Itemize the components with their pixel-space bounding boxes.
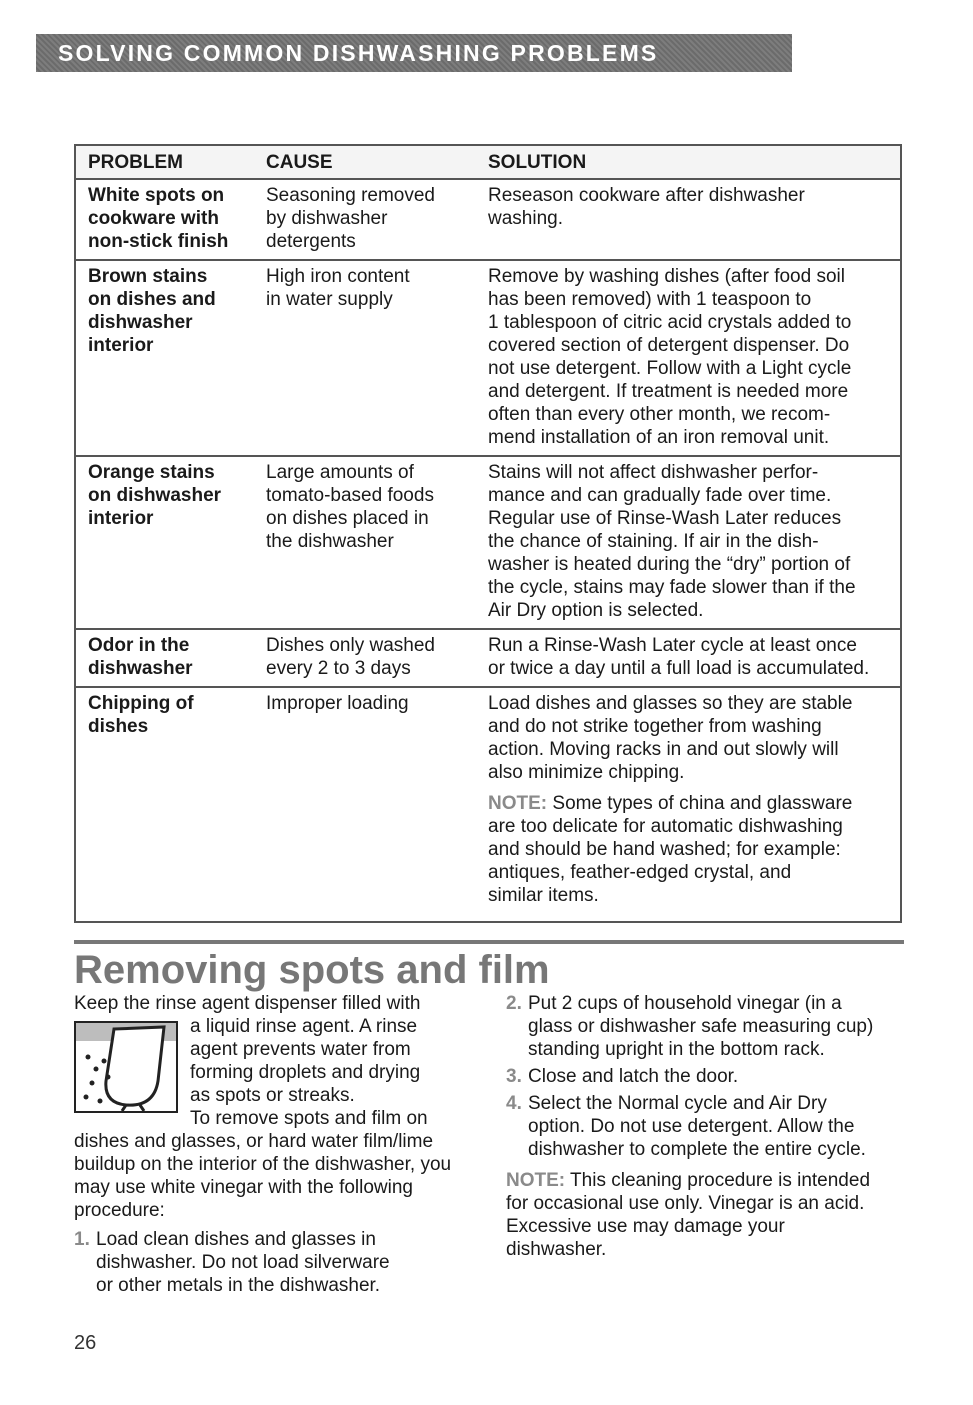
cause-cell: Dishes only washed every 2 to 3 days [266, 635, 435, 679]
intro-first-line: Keep the rinse agent dispenser filled with [74, 993, 421, 1014]
solution-cell: Reseason cookware after dishwasher washing. [488, 185, 805, 229]
solution-cell: Run a Rinse-Wash Later cycle at least once or twice a day until a full load is accumulated. [488, 635, 870, 679]
problem-cell: Chipping of dishes [88, 693, 194, 737]
list-item: 3. Close and latch the door. [506, 1066, 739, 1087]
table-row [75, 456, 901, 629]
header-solution: SOLUTION [488, 145, 901, 179]
list-item: 2. Put 2 cups of household vinegar (in a glass or dishwasher safe measuring cup) standing upright in the bottom rack. [506, 993, 874, 1060]
note-label: NOTE: [506, 1170, 566, 1191]
vinegar-note: NOTE: This cleaning procedure is intended for occasional use only. Vinegar is an acid. Excessive use may damage your dishwasher. [506, 1170, 871, 1260]
cause-cell: Seasoning removed by dishwasher detergents [266, 185, 435, 252]
problem-cell: Brown stains on dishes and dishwasher interior [88, 266, 216, 356]
page-number: 26 [74, 1332, 97, 1354]
banner-title: SOLVING COMMON DISHWASHING PROBLEMS [58, 40, 659, 66]
troubleshooting-table [74, 144, 902, 923]
table-row [75, 687, 901, 922]
problem-cell: Odor in the dishwasher [88, 635, 193, 679]
section-banner [36, 34, 792, 72]
problem-cell: Orange stains on dishwasher interior [88, 462, 222, 529]
table-row [75, 629, 901, 687]
table-row [75, 179, 901, 260]
table-row [75, 260, 901, 456]
list-item: 1. Load clean dishes and glasses in dishwasher. Do not load silverware or other metals in the dishwasher. [74, 1229, 390, 1296]
intro-continued: dishes and glasses, or hard water film/lime buildup on the interior of the dishwasher, you may use white vinegar with the following procedure: [74, 1131, 452, 1221]
solution-cell: Remove by washing dishes (after food soil has been removed) with 1 teaspoon to 1 tablespoon of citric acid crystals added to covered section of detergent dispenser. Do not use detergent. Follow with a Light cycle and detergent. If treatment is needed more often than every other month, we recom- mend installation of an iron removal unit. [488, 266, 852, 448]
section-divider [74, 940, 904, 944]
solution-cell: Stains will not affect dishwasher perfor- mance and can gradually fade over time. Regular use of Rinse-Wash Later reduces the chance of staining. If air in the dish- washer is heated during the “dry” portion of the cycle, stains may fade slower than if the Air Dry option is selected. [488, 462, 856, 621]
procedure-list-continued [506, 992, 902, 1161]
procedure-list [74, 1228, 476, 1297]
header-problem: PROBLEM [75, 145, 266, 179]
cause-cell: High iron content in water supply [266, 266, 410, 310]
left-column [74, 992, 476, 1301]
cause-cell: Large amounts of tomato-based foods on dishes placed in the dishwasher [266, 462, 434, 552]
cause-cell: Improper loading [266, 693, 409, 714]
intro-wrapped-lines: a liquid rinse agent. A rinse agent prevents water from forming droplets and drying as spots or streaks. To remove spots and film on [190, 1016, 428, 1129]
problem-cell: White spots on cookware with non-stick finish [88, 185, 229, 252]
glass-with-water-spots-icon [74, 1021, 178, 1113]
solution-cell: Load dishes and glasses so they are stable and do not strike together from washing action. Moving racks in and out slowly will also minimize chipping. NOTE: Some types of china and glassware are too delicate for automatic dishwashing and should be hand washed; for example: antiques, feather-edged crystal, and similar items. [488, 687, 901, 922]
section-title: Removing spots and film [74, 948, 550, 992]
note-label: NOTE: [488, 793, 548, 814]
list-item: 4. Select the Normal cycle and Air Dry option. Do not use detergent. Allow the dishwasher to complete the entire cycle. [506, 1093, 866, 1160]
right-column [506, 992, 902, 1261]
table-header-row [75, 145, 901, 179]
table-note: NOTE: Some types of china and glassware are too delicate for automatic dishwashing and should be hand washed; for example: antiques, feather-edged crystal, and similar items. [488, 793, 853, 906]
header-cause: CAUSE [266, 145, 488, 179]
